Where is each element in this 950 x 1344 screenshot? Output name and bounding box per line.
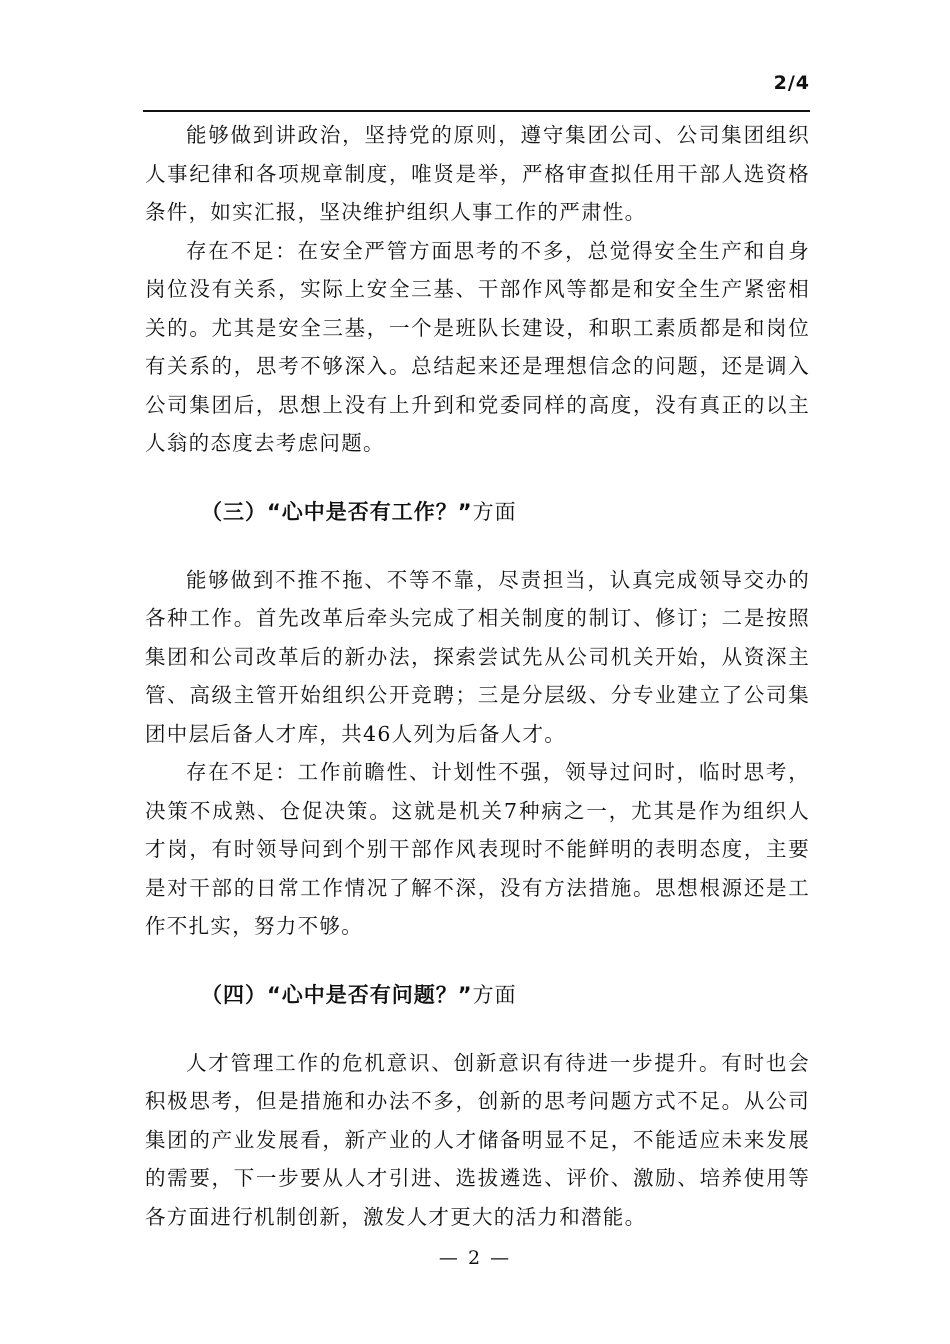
page-counter: 2/4 bbox=[773, 72, 810, 94]
header-divider bbox=[143, 110, 810, 112]
section-heading-problems-bold: （四）“心中是否有问题？” bbox=[201, 982, 473, 1007]
paragraph-talent-management: 人才管理工作的危机意识、创新意识有待进一步提升。有时也会积极思考，但是措施和办法不多，创新的思考问题方式不足。从公司集团的产业发展看，新产业的人才储备明显不足，不能适应未来发展的需要，下一步要从人才引进、选拔遴选、评价、激励、培养使用等各方面进行机制创新，激发人才更大的活力和潜能。 bbox=[145, 1050, 810, 1229]
footer-page-number: — 2 — bbox=[438, 1247, 512, 1269]
section-heading-work bbox=[145, 493, 810, 531]
section-heading-problems bbox=[145, 976, 810, 1014]
paragraph-shortcomings-work: 存在不足：工作前瞻性、计划性不强，领导过问时，临时思考，决策不成熟、仓促决策。这就是机关7种病之一，尤其是作为组织人才岗，有时领导问到个别干部作风表现时不能鲜明的表明态度，主要是对干部的日常工作情况了解不深，没有方法措施。思想根源还是工作不扎实，努力不够。 bbox=[145, 760, 810, 938]
document-body bbox=[145, 116, 810, 1236]
paragraph-shortcomings-safety: 存在不足：在安全严管方面思考的不多，总觉得安全生产和自身岗位没有关系，实际上安全三基、干部作风等都是和安全生产紧密相关的。尤其是安全三基，一个是班队长建设，和职工素质都是和岗位有关系的，思考不够深入。总结起来还是理想信念的问题，还是调入公司集团后，思想上没有上升到和党委同样的高度，没有真正的以主人翁的态度去考虑问题。 bbox=[145, 238, 810, 455]
paragraph-politics: 能够做到讲政治，坚持党的原则，遵守集团公司、公司集团组织人事纪律和各项规章制度，唯贤是举，严格审查拟任用干部人选资格条件，如实汇报，坚决维护组织人事工作的严肃性。 bbox=[145, 123, 810, 224]
section-heading-problems-rest: 方面 bbox=[472, 982, 517, 1007]
paragraph-work-achievements: 能够做到不推不拖、不等不靠，尽责担当，认真完成领导交办的各种工作。首先改革后牵头完成了相关制度的制订、修订；二是按照集团和公司改革后的新办法，探索尝试先从公司机关开始，从资深主管、高级主管开始组织公开竞聘；三是分层级、分专业建立了公司集团中层后备人才库，共46人列为后备人才。 bbox=[145, 567, 810, 746]
section-heading-work-rest: 方面 bbox=[472, 499, 517, 524]
section-heading-work-bold: （三）“心中是否有工作？” bbox=[201, 499, 473, 524]
